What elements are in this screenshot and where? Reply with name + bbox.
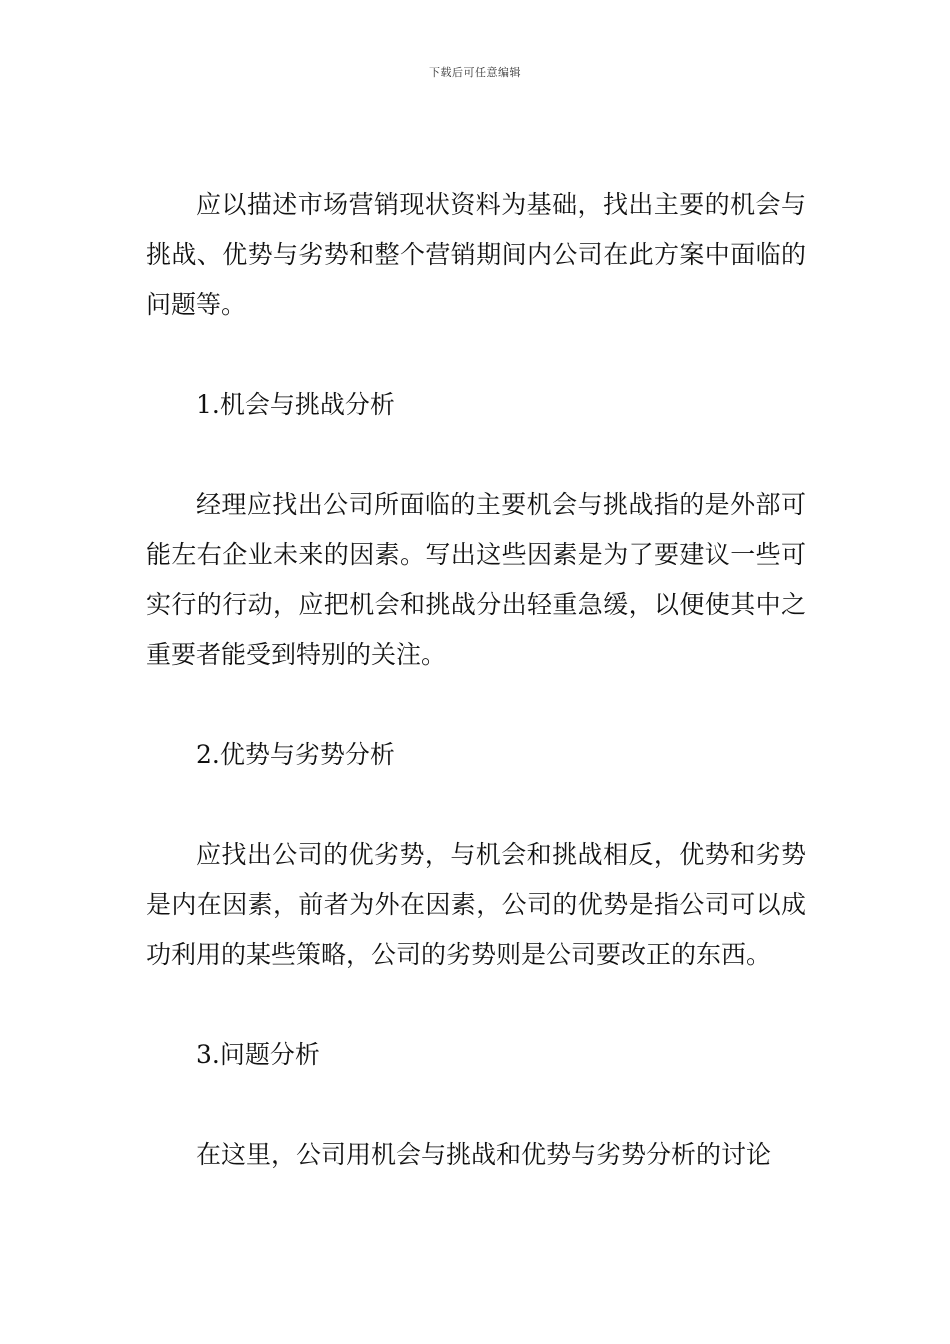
document-body — [146, 180, 806, 1180]
spacer — [146, 680, 806, 730]
section-1-heading: 1.机会与挑战分析 — [196, 390, 395, 419]
spacer — [146, 780, 806, 830]
section-3-paragraph: 在这里，公司用机会与挑战和优势与劣势分析的讨论 — [196, 1140, 772, 1169]
section-2-heading: 2.优势与劣势分析 — [196, 740, 395, 769]
spacer — [146, 430, 806, 480]
section-1-paragraph: 经理应找出公司所面临的主要机会与挑战指的是外部可能左右企业未来的因素。写出这些因素是为了要建议一些可实行的行动，应把机会和挑战分出轻重急缓，以便使其中之重要者能受到特别的关注。 — [146, 490, 806, 669]
spacer — [146, 1080, 806, 1130]
section-2-paragraph: 应找出公司的优劣势，与机会和挑战相反，优势和劣势是内在因素，前者为外在因素，公司的优势是指公司可以成功利用的某些策略，公司的劣势则是公司要改正的东西。 — [146, 840, 806, 969]
spacer — [146, 980, 806, 1030]
section-3-heading: 3.问题分析 — [196, 1040, 320, 1069]
spacer — [146, 330, 806, 380]
intro-paragraph: 应以描述市场营销现状资料为基础，找出主要的机会与挑战、优势与劣势和整个营销期间内公司在此方案中面临的问题等。 — [146, 190, 806, 319]
page-header-note: 下载后可任意编辑 — [429, 66, 521, 79]
